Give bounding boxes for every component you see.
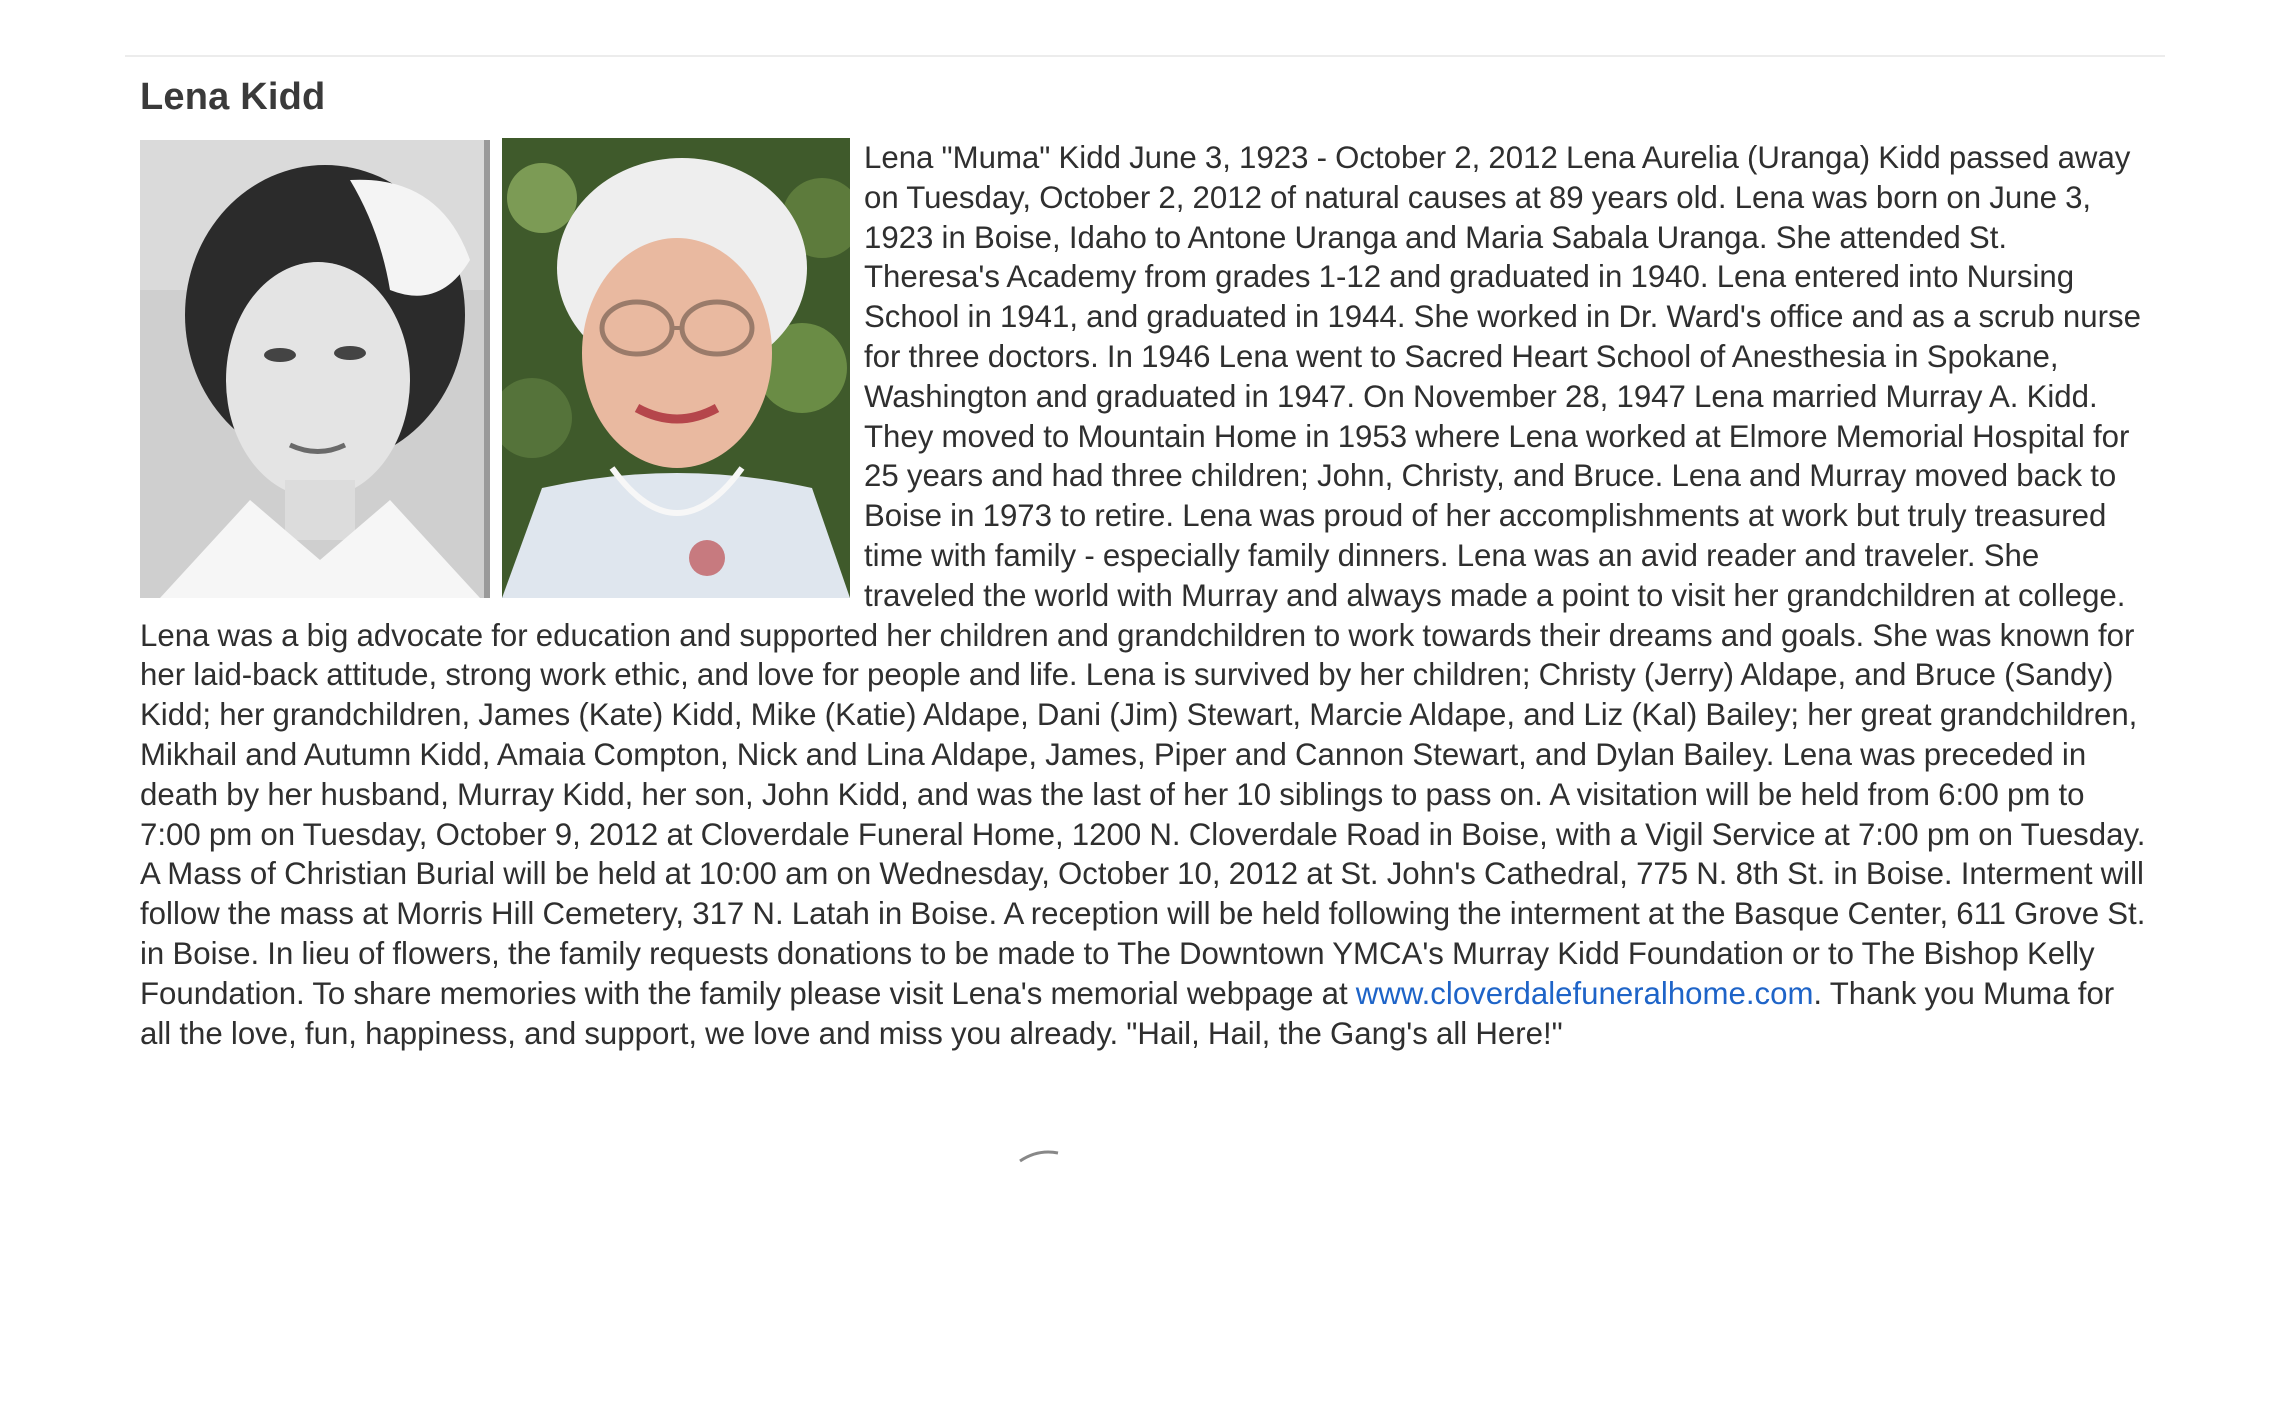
obituary-article <box>140 138 2150 1053</box>
obituary-closing-text: . Thank you Muma for all the love, fun, happiness, and support, we love and miss you already. "Hail, Hail, the Gang's all Here!" <box>140 975 2115 1051</box>
funeral-home-link[interactable]: www.cloverdalefuneralhome.com <box>1355 975 1814 1011</box>
scan-artifact-mark <box>1018 1145 1078 1165</box>
obituary-title: Lena Kidd <box>140 76 326 118</box>
obituary-body-text: Lena "Muma" Kidd June 3, 1923 - October 2, 2012 Lena Aurelia (Uranga) Kidd passed away on Tuesday, October 2, 2012 of natural causes at 89 years old. Lena was born on June 3, 1923 in Boise, Idaho to Antone Uranga and Maria Sabala Uranga. She attended St. Theresa's Academy from grades 1-12 and graduated in 1940. Lena entered into Nursing School in 1941, and graduated in 1944. She worked in Dr. Ward's office and as a scrub nurse for three doctors. In 1946 Lena went to Sacred Heart School of Anesthesia in Spokane, Washington and graduated in 1947. On November 28, 1947 Lena married Murray A. Kidd. They moved to Mountain Home in 1953 where Lena worked at Elmore Memorial Hospital for 25 years and had three children; John, Christy, and Bruce. Lena and Murray moved back to Boise in 1973 to retire. Lena was proud of her accomplishments at work but truly treasured time with family - especially family dinners. Lena was an avid reader and traveler. She traveled the world with Murray and always made a point to visit her grandchildren at college. Lena was a big advocate for education and supported her children and grandchildren to work towards their dreams and goals. She was known for her laid-back attitude, strong work ethic, and love for people and life. Lena is survived by her children; Christy (Jerry) Aldape, and Bruce (Sandy) Kidd; her grandchildren, James (Kate) Kidd, Mike (Katie) Aldape, Dani (Jim) Stewart, Marcie Aldape, and Liz (Kal) Bailey; her great grandchildren, Mikhail and Autumn Kidd, Amaia Compton, Nick and Lina Aldape, James, Piper and Cannon Stewart, and Dylan Bailey. Lena was preceded in death by her husband, Murray Kidd, her son, John Kidd, and was the last of her 10 siblings to pass on. A visitation will be held from 6:00 pm to 7:00 pm on Tuesday, October 9, 2012 at Cloverdale Funeral Home, 1200 N. Cloverdale Road in Boise, with a Vigil Service at 7:00 pm on Tuesday. A Mass of Christian Burial will be held at 10:00 am on Wednesday, October 10, 2012 at St. John's Cathedral, 775 N. 8th St. in Boise. Interment will follow the mass at Morris Hill Cemetery, 317 N. Latah in Boise. A reception will be held following the interment at the Basque Center, 611 Grove St. in Boise. In lieu of flowers, the family requests donations to be made to The Downtown YMCA's Murray Kidd Foundation or to The Bishop Kelly Foundation. To share memories with the family please visit Lena's memorial webpage at <box>140 140 2146 1011</box>
elderly-portrait-photo <box>502 138 850 598</box>
young-nurse-photo <box>140 140 490 598</box>
top-divider <box>125 55 2165 57</box>
